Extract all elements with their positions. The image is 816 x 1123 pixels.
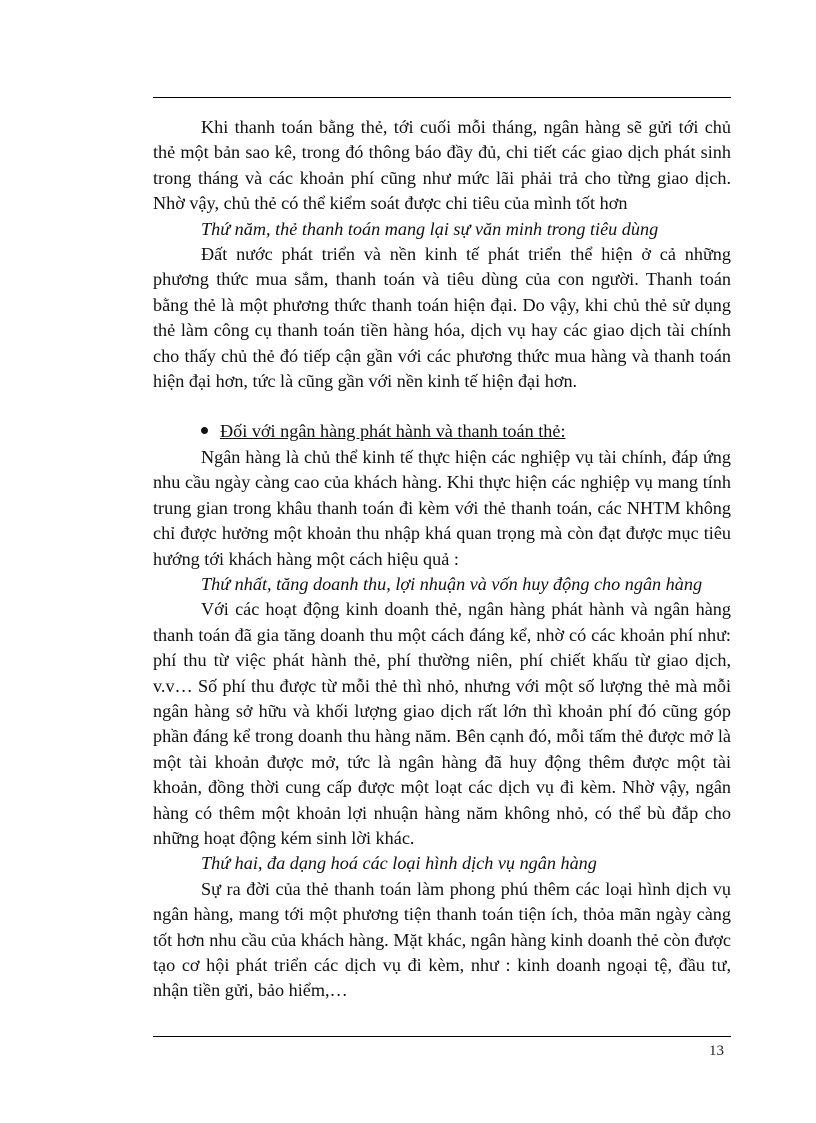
header-rule (153, 97, 731, 98)
paragraph: Ngân hàng là chủ thể kinh tế thực hiện các nghiệp vụ tài chính, đáp ứng nhu cầu ngày càng cao của khách hàng. Khi thực hiện các nghiệp vụ mang tính trung gian trong khâu thanh toán đi kèm với thẻ thanh toán, các NHTM không chỉ được hưởng một khoản thu nhập khá quan trọng mà còn đạt được mục tiêu hướng tới khách hàng một cách hiệu quả : (153, 446, 731, 569)
bullet-item (153, 419, 731, 444)
bullet-heading: Đối với ngân hàng phát hành và thanh toán thẻ: (220, 421, 566, 442)
page-number: 13 (709, 1043, 724, 1059)
italic-heading: Thứ hai, đa dạng hoá các loại hình dịch vụ ngân hàng (201, 853, 597, 874)
bullet-icon (201, 427, 208, 434)
spacer (153, 394, 731, 419)
paragraph: Với các hoạt động kinh doanh thẻ, ngân hàng phát hành và ngân hàng thanh toán đã gia tăng doanh thu một cách đáng kể, nhờ có các khoản phí như: phí thu từ việc phát hành thẻ, phí thường niên, phí chiết khấu từ giao dịch, v.v… Số phí thu được từ mỗi thẻ thì nhỏ, nhưng với một số lượng thẻ mà mỗi ngân hàng sở hữu và khối lượng giao dịch rất lớn thì khoản phí đó cũng góp phần đáng kể trong doanh thu hàng năm. Bên cạnh đó, mỗi tấm thẻ được mở là một tài khoản được mở, tức là ngân hàng đã huy động thêm được một tài khoản, đồng thời cung cấp được một loạt các dịch vụ đi kèm. Nhờ vậy, ngân hàng có thêm một khoản lợi nhuận hàng năm không nhỏ, có thể bù đắp cho những hoạt động kém sinh lời khác. (153, 599, 731, 848)
italic-heading: Thứ năm, thẻ thanh toán mang lại sự văn minh trong tiêu dùng (201, 218, 659, 239)
footer-rule (153, 1036, 731, 1037)
body-text (153, 115, 731, 1004)
italic-heading: Thứ nhất, tăng doanh thu, lợi nhuận và vốn huy động cho ngân hàng (201, 573, 703, 594)
paragraph: Khi thanh toán bằng thẻ, tới cuối mỗi tháng, ngân hàng sẽ gửi tới chủ thẻ một bản sao kê, trong đó thông báo đầy đủ, chi tiết các giao dịch phát sinh trong tháng và các khoản phí cũng như mức lãi phải trả cho từng giao dịch. Nhờ vậy, chủ thẻ có thể kiểm soát được chi tiêu của mình tốt hơn (153, 117, 731, 214)
paragraph: Sự ra đời của thẻ thanh toán làm phong phú thêm các loại hình dịch vụ ngân hàng, mang tới một phương tiện thanh toán tiện ích, thỏa mãn ngày càng tốt hơn nhu cầu của khách hàng. Mặt khác, ngân hàng kinh doanh thẻ còn được tạo cơ hội phát triển các dịch vụ đi kèm, như : kinh doanh ngoại tệ, đầu tư, nhận tiền gửi, bảo hiểm,… (153, 878, 731, 1001)
paragraph: Đất nước phát triển và nền kinh tế phát triển thể hiện ở cả những phương thức mua sắm, thanh toán và tiêu dùng của con người. Thanh toán bằng thẻ là một phương thức thanh toán hiện đại. Do vậy, khi chủ thẻ sử dụng thẻ làm công cụ thanh toán tiền hàng hóa, dịch vụ hay các giao dịch tài chính cho thấy chủ thẻ đó tiếp cận gần với các phương thức mua hàng và thanh toán hiện đại hơn, tức là cũng gần với nền kinh tế hiện đại hơn. (153, 244, 731, 392)
